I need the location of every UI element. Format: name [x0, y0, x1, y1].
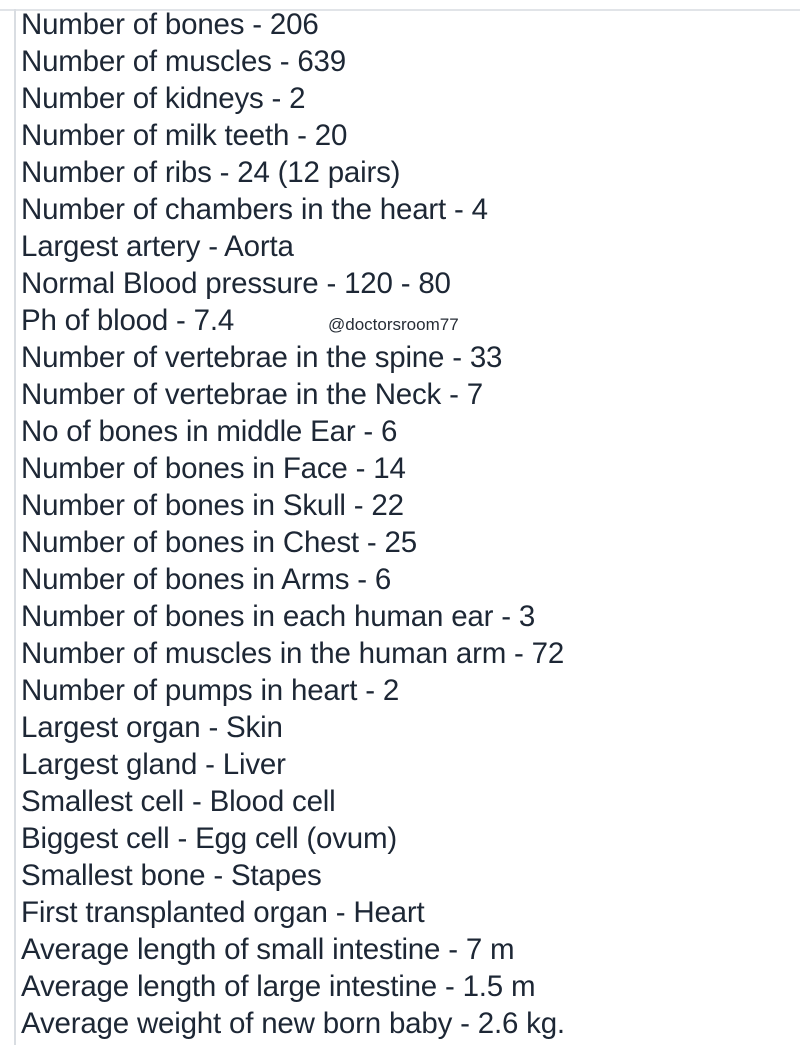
fact-line: Number of bones in Chest - 25: [21, 526, 417, 559]
fact-line: Normal Blood pressure - 120 - 80: [21, 267, 451, 300]
fact-line: Number of muscles - 639: [21, 45, 346, 78]
fact-line: Number of bones in Face - 14: [21, 452, 406, 485]
fact-line: Largest organ - Skin: [21, 711, 283, 744]
fact-line: Number of vertebrae in the Neck - 7: [21, 378, 483, 411]
fact-line: Average length of large intestine - 1.5 m: [21, 970, 536, 1003]
facts-list: [21, 6, 565, 1042]
left-divider: [14, 9, 16, 1045]
fact-line: Number of pumps in heart - 2: [21, 674, 400, 707]
fact-line: Largest artery - Aorta: [21, 230, 294, 263]
fact-line: Number of vertebrae in the spine - 33: [21, 341, 503, 374]
fact-line: Average weight of new born baby - 2.6 kg.: [21, 1007, 565, 1040]
fact-line: Number of ribs - 24 (12 pairs): [21, 156, 401, 189]
fact-line: Number of chambers in the heart - 4: [21, 193, 488, 226]
fact-line: Number of kidneys - 2: [21, 82, 306, 115]
fact-line: Number of bones in Skull - 22: [21, 489, 404, 522]
fact-line: Average length of small intestine - 7 m: [21, 933, 515, 966]
fact-line: Number of bones in Arms - 6: [21, 563, 392, 596]
fact-line: First transplanted organ - Heart: [21, 896, 425, 929]
fact-line: Number of bones in each human ear - 3: [21, 600, 536, 633]
fact-line: Smallest cell - Blood cell: [21, 785, 336, 818]
fact-line: Number of muscles in the human arm - 72: [21, 637, 565, 670]
watermark-handle: @doctorsroom77: [328, 315, 459, 334]
fact-line: Ph of blood - 7.4: [21, 304, 235, 337]
fact-line: Smallest bone - Stapes: [21, 859, 322, 892]
fact-line: Number of bones - 206: [21, 8, 319, 41]
fact-line: No of bones in middle Ear - 6: [21, 415, 398, 448]
fact-line: Biggest cell - Egg cell (ovum): [21, 822, 398, 855]
fact-line: Number of milk teeth - 20: [21, 119, 348, 152]
fact-line: Largest gland - Liver: [21, 748, 286, 781]
